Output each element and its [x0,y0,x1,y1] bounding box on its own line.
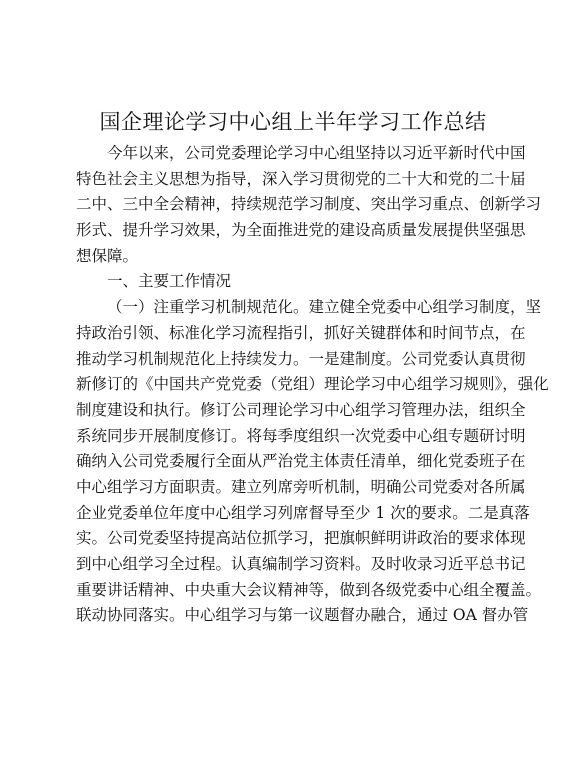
paragraph-line: 企业党委单位年度中心组学习列席督导至少 1 次的要求。二是真落 [76,503,530,522]
paragraph-line: 到中心组学习全过程。认真编制学习资料。及时收录习近平总书记 [76,555,526,573]
section-heading: 一、主要工作情况 [107,272,232,291]
document-body [76,141,549,629]
paragraph-line: 重要讲话精神、中央重大会议精神等，做到各级党委中心组全覆盖。 [76,580,542,599]
paragraph-line: 确纳入公司党委履行全面从严治党主体责任清单，细化党委班子在 [76,452,526,471]
paragraph-line: 持政治引领、标准化学习流程指引，抓好关键群体和时间节点，在 [76,323,526,342]
paragraph-line: 特色社会主义思想为指导，深入学习贯彻党的二十大和党的二十届 [76,169,526,188]
paragraph-line: 想保障。 [76,246,139,265]
paragraph-line: 推动学习机制规范化上持续发力。一是建制度。公司党委认真贯彻 [76,349,526,368]
paragraph-line: 二中、三中全会精神，持续规范学习制度、突出学习重点、创新学习 [76,195,542,214]
paragraph-line: 中心组学习方面职责。建立列席旁听机制，明确公司党委对各所属 [76,477,526,496]
paragraph-line: 新修订的《中国共产党党委（党组）理论学习中心组学习规则》，强化 [76,375,549,394]
paragraph-line: 形式、提升学习效果，为全面推进党的建设高质量发展提供坚强思 [76,221,526,240]
paragraph-line: 系统同步开展制度修订。将每季度组织一次党委中心组专题研讨明 [76,426,526,445]
paragraph-line: 实。公司党委坚持提高站位抓学习，把旗帜鲜明讲政治的要求体现 [76,529,526,548]
paragraph-line: （一）注重学习机制规范化。建立健全党委中心组学习制度，坚 [107,298,542,317]
paragraph-line: 联动协同落实。中心组学习与第一议题督办融合，通过 OA 督办管 [76,606,529,625]
paragraph-line: 今年以来，公司党委理论学习中心组坚持以习近平新时代中国 [107,144,526,162]
document-title: 国企理论学习中心组上半年学习工作总结 [99,110,487,134]
paragraph-line: 制度建设和执行。修订公司理论学习中心组学习管理办法，组织全 [76,400,526,419]
